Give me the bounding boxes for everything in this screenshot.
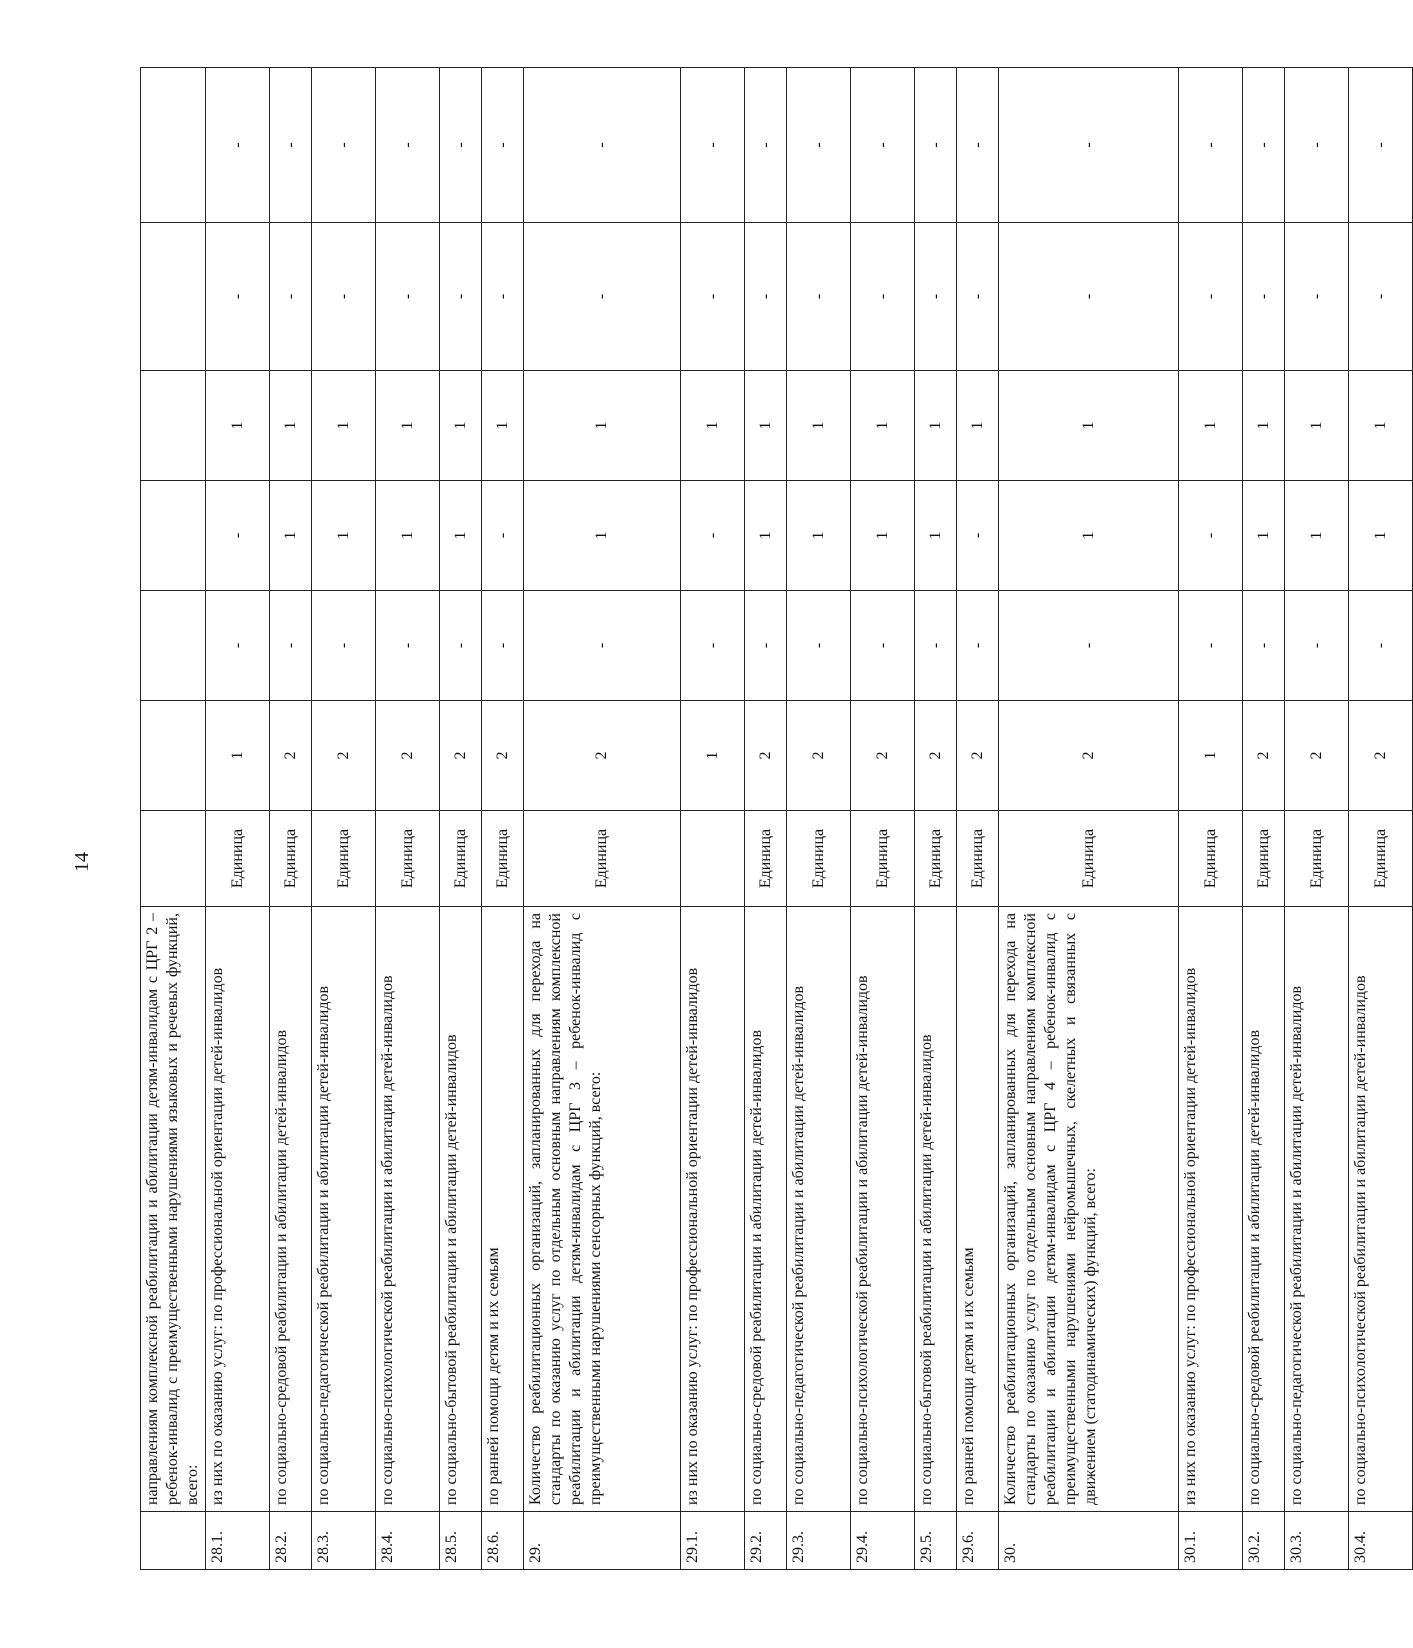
row-value-5: - xyxy=(482,223,524,371)
row-number xyxy=(141,1512,206,1570)
row-value-2: - xyxy=(270,591,312,701)
row-value-5: - xyxy=(312,223,376,371)
row-unit: Единица xyxy=(999,811,1179,907)
indicators-table xyxy=(140,67,1413,1570)
row-value-3: - xyxy=(957,481,999,591)
row-unit: Единица xyxy=(1243,811,1285,907)
row-unit: Единица xyxy=(915,811,957,907)
row-value-1 xyxy=(141,701,206,811)
row-value-4 xyxy=(141,371,206,481)
row-value-1: 2 xyxy=(1243,701,1285,811)
row-number: 29.3. xyxy=(787,1512,851,1570)
row-value-2: - xyxy=(482,591,524,701)
row-value-2: - xyxy=(1285,591,1349,701)
row-number: 28.3. xyxy=(312,1512,376,1570)
row-number: 28.1. xyxy=(206,1512,270,1570)
row-description: по социально-средовой реабилитации и абилитации детей-инвалидов xyxy=(270,907,312,1512)
table-row xyxy=(851,68,915,1570)
table-row xyxy=(376,68,440,1570)
row-value-6: - xyxy=(745,68,787,223)
table-row xyxy=(1349,68,1413,1570)
row-value-6: - xyxy=(524,68,681,223)
row-value-2: - xyxy=(312,591,376,701)
row-value-6: - xyxy=(206,68,270,223)
row-value-4: 1 xyxy=(787,371,851,481)
row-value-6: - xyxy=(440,68,482,223)
table-row xyxy=(440,68,482,1570)
table-row xyxy=(745,68,787,1570)
row-number: 29.4. xyxy=(851,1512,915,1570)
row-value-2: - xyxy=(524,591,681,701)
row-value-4: 1 xyxy=(206,371,270,481)
row-value-4: 1 xyxy=(915,371,957,481)
row-value-2: - xyxy=(999,591,1179,701)
row-description: из них по оказанию услуг: по профессиональной ориентации детей-инвалидов xyxy=(1179,907,1243,1512)
row-value-2: - xyxy=(957,591,999,701)
row-unit: Единица xyxy=(745,811,787,907)
table-row xyxy=(681,68,745,1570)
row-value-1: 2 xyxy=(312,701,376,811)
row-value-6: - xyxy=(270,68,312,223)
table-row xyxy=(957,68,999,1570)
row-value-5: - xyxy=(1349,223,1413,371)
table-row xyxy=(312,68,376,1570)
row-value-4: 1 xyxy=(1349,371,1413,481)
row-description: из них по оказанию услуг: по профессиональной ориентации детей-инвалидов xyxy=(206,907,270,1512)
table-row xyxy=(999,68,1179,1570)
row-value-1: 2 xyxy=(999,701,1179,811)
row-unit: Единица xyxy=(787,811,851,907)
row-value-6: - xyxy=(1243,68,1285,223)
row-description: по социально-психологической реабилитации и абилитации детей-инвалидов xyxy=(851,907,915,1512)
row-value-2: - xyxy=(1243,591,1285,701)
row-value-4: 1 xyxy=(1179,371,1243,481)
table-row xyxy=(524,68,681,1570)
row-value-2: - xyxy=(787,591,851,701)
row-value-3: - xyxy=(1179,481,1243,591)
row-value-6: - xyxy=(787,68,851,223)
row-value-3: 1 xyxy=(999,481,1179,591)
row-value-4: 1 xyxy=(270,371,312,481)
row-value-1: 1 xyxy=(206,701,270,811)
row-unit: Единица xyxy=(482,811,524,907)
row-value-6: - xyxy=(482,68,524,223)
row-value-2: - xyxy=(1179,591,1243,701)
row-value-3: 1 xyxy=(851,481,915,591)
row-value-1: 2 xyxy=(440,701,482,811)
row-value-5: - xyxy=(851,223,915,371)
row-description: по социально-бытовой реабилитации и абилитации детей-инвалидов xyxy=(440,907,482,1512)
row-number: 30.2. xyxy=(1243,1512,1285,1570)
row-description: по социально-психологической реабилитации и абилитации детей-инвалидов xyxy=(1349,907,1413,1512)
row-value-4: 1 xyxy=(745,371,787,481)
table-row xyxy=(482,68,524,1570)
row-value-5: - xyxy=(1285,223,1349,371)
row-value-6: - xyxy=(957,68,999,223)
row-value-5: - xyxy=(206,223,270,371)
row-description: из них по оказанию услуг: по профессиональной ориентации детей-инвалидов xyxy=(681,907,745,1512)
row-value-6: - xyxy=(376,68,440,223)
row-number: 28.4. xyxy=(376,1512,440,1570)
table-row xyxy=(787,68,851,1570)
row-value-3 xyxy=(141,481,206,591)
row-value-3: 1 xyxy=(270,481,312,591)
row-description: по социально-средовой реабилитации и абилитации детей-инвалидов xyxy=(745,907,787,1512)
row-description: по социально-педагогической реабилитации и абилитации детей-инвалидов xyxy=(1285,907,1349,1512)
row-value-1: 2 xyxy=(270,701,312,811)
row-value-4: 1 xyxy=(440,371,482,481)
row-value-6: - xyxy=(681,68,745,223)
row-value-3: - xyxy=(482,481,524,591)
row-value-4: 1 xyxy=(524,371,681,481)
row-value-5: - xyxy=(745,223,787,371)
row-number: 29.5. xyxy=(915,1512,957,1570)
row-value-5: - xyxy=(957,223,999,371)
row-value-6 xyxy=(141,68,206,223)
row-value-5: - xyxy=(440,223,482,371)
row-value-3: 1 xyxy=(915,481,957,591)
row-value-4: 1 xyxy=(376,371,440,481)
table-row xyxy=(1285,68,1349,1570)
row-value-2: - xyxy=(851,591,915,701)
row-value-5: - xyxy=(1243,223,1285,371)
row-unit: Единица xyxy=(524,811,681,907)
row-description: по социально-педагогической реабилитации и абилитации детей-инвалидов xyxy=(787,907,851,1512)
row-number: 29.6. xyxy=(957,1512,999,1570)
row-value-5: - xyxy=(270,223,312,371)
table-row xyxy=(141,68,206,1570)
row-value-4: 1 xyxy=(681,371,745,481)
row-description: по ранней помощи детям и их семьям xyxy=(482,907,524,1512)
row-value-5: - xyxy=(1179,223,1243,371)
row-number: 30.4. xyxy=(1349,1512,1413,1570)
table-row xyxy=(206,68,270,1570)
row-value-1: 2 xyxy=(851,701,915,811)
row-value-1: 2 xyxy=(1285,701,1349,811)
row-description: по социально-средовой реабилитации и абилитации детей-инвалидов xyxy=(1243,907,1285,1512)
row-description: Количество реабилитационных организаций, запланированных для перехода на стандарты по оказанию услуг по отдельным основным направлениям комплексной реабилитации и абилитации детям-инвалидам с ЦРГ 3 – ребенок-инвалид с преимущественными нарушениями сенсорных функций, всего: xyxy=(524,907,681,1512)
row-value-6: - xyxy=(915,68,957,223)
row-value-1: 2 xyxy=(787,701,851,811)
row-value-5: - xyxy=(524,223,681,371)
row-value-5 xyxy=(141,223,206,371)
row-description: по социально-бытовой реабилитации и абилитации детей-инвалидов xyxy=(915,907,957,1512)
row-unit: Единица xyxy=(312,811,376,907)
row-value-5: - xyxy=(376,223,440,371)
table-row xyxy=(915,68,957,1570)
row-number: 30.1. xyxy=(1179,1512,1243,1570)
row-number: 30.3. xyxy=(1285,1512,1349,1570)
row-value-5: - xyxy=(915,223,957,371)
row-value-3: 1 xyxy=(1243,481,1285,591)
row-value-3: - xyxy=(681,481,745,591)
row-value-1: 2 xyxy=(915,701,957,811)
row-value-3: 1 xyxy=(440,481,482,591)
row-value-6: - xyxy=(1179,68,1243,223)
row-value-3: 1 xyxy=(312,481,376,591)
row-value-2 xyxy=(141,591,206,701)
row-description: по социально-психологической реабилитации и абилитации детей-инвалидов xyxy=(376,907,440,1512)
row-description: направлениям комплексной реабилитации и абилитации детям-инвалидам с ЦРГ 2 – ребенок-инвалид с преимущественными нарушениями языковых и речевых функций, всего: xyxy=(141,907,206,1512)
row-value-2: - xyxy=(206,591,270,701)
row-value-5: - xyxy=(787,223,851,371)
row-unit: Единица xyxy=(270,811,312,907)
row-unit: Единица xyxy=(1349,811,1413,907)
table-row xyxy=(270,68,312,1570)
row-value-6: - xyxy=(1285,68,1349,223)
row-unit: Единица xyxy=(440,811,482,907)
table-body xyxy=(141,68,1413,1570)
row-value-1: 2 xyxy=(376,701,440,811)
row-value-3: 1 xyxy=(376,481,440,591)
row-number: 28.2. xyxy=(270,1512,312,1570)
row-number: 29.2. xyxy=(745,1512,787,1570)
row-unit xyxy=(141,811,206,907)
row-unit: Единица xyxy=(851,811,915,907)
row-number: 30. xyxy=(999,1512,1179,1570)
row-value-2: - xyxy=(1349,591,1413,701)
row-value-6: - xyxy=(999,68,1179,223)
row-value-4: 1 xyxy=(482,371,524,481)
row-value-4: 1 xyxy=(1285,371,1349,481)
row-value-1: 1 xyxy=(681,701,745,811)
row-value-4: 1 xyxy=(851,371,915,481)
table-row xyxy=(1243,68,1285,1570)
row-value-2: - xyxy=(681,591,745,701)
row-unit: Единица xyxy=(1285,811,1349,907)
row-number: 28.6. xyxy=(482,1512,524,1570)
row-value-3: - xyxy=(206,481,270,591)
row-value-1: 2 xyxy=(482,701,524,811)
row-value-5: - xyxy=(999,223,1179,371)
row-value-2: - xyxy=(745,591,787,701)
row-number: 28.5. xyxy=(440,1512,482,1570)
row-value-2: - xyxy=(915,591,957,701)
row-number: 29. xyxy=(524,1512,681,1570)
row-value-3: 1 xyxy=(1349,481,1413,591)
row-value-1: 2 xyxy=(745,701,787,811)
row-value-4: 1 xyxy=(312,371,376,481)
row-unit: Единица xyxy=(376,811,440,907)
row-unit: Единица xyxy=(206,811,270,907)
row-description: по ранней помощи детям и их семьям xyxy=(957,907,999,1512)
row-value-4: 1 xyxy=(957,371,999,481)
page-number: 14 xyxy=(71,852,93,872)
row-value-5: - xyxy=(681,223,745,371)
row-unit: Единица xyxy=(957,811,999,907)
row-value-1: 1 xyxy=(1179,701,1243,811)
row-description: по социально-педагогической реабилитации и абилитации детей-инвалидов xyxy=(312,907,376,1512)
row-value-6: - xyxy=(1349,68,1413,223)
row-value-4: 1 xyxy=(1243,371,1285,481)
row-value-1: 2 xyxy=(524,701,681,811)
row-value-2: - xyxy=(376,591,440,701)
row-description: Количество реабилитационных организаций, запланированных для перехода на стандарты по оказанию услуг по отдельным основным направлениям комплексной реабилитации и абилитации детям-инвалидам с ЦРГ 4 – ребенок-инвалид с преимущественными нарушениями нейромышечных, скелетных и связанных с движением (статодинамических) функций, всего: xyxy=(999,907,1179,1512)
row-value-2: - xyxy=(440,591,482,701)
row-value-6: - xyxy=(851,68,915,223)
row-value-3: 1 xyxy=(787,481,851,591)
row-value-1: 2 xyxy=(1349,701,1413,811)
row-value-3: 1 xyxy=(745,481,787,591)
rotated-table-container xyxy=(140,68,1389,1570)
row-value-3: 1 xyxy=(524,481,681,591)
row-unit xyxy=(681,811,745,907)
table-row xyxy=(1179,68,1243,1570)
row-number: 29.1. xyxy=(681,1512,745,1570)
row-value-1: 2 xyxy=(957,701,999,811)
row-value-6: - xyxy=(312,68,376,223)
row-value-3: 1 xyxy=(1285,481,1349,591)
row-unit: Единица xyxy=(1179,811,1243,907)
row-value-4: 1 xyxy=(999,371,1179,481)
